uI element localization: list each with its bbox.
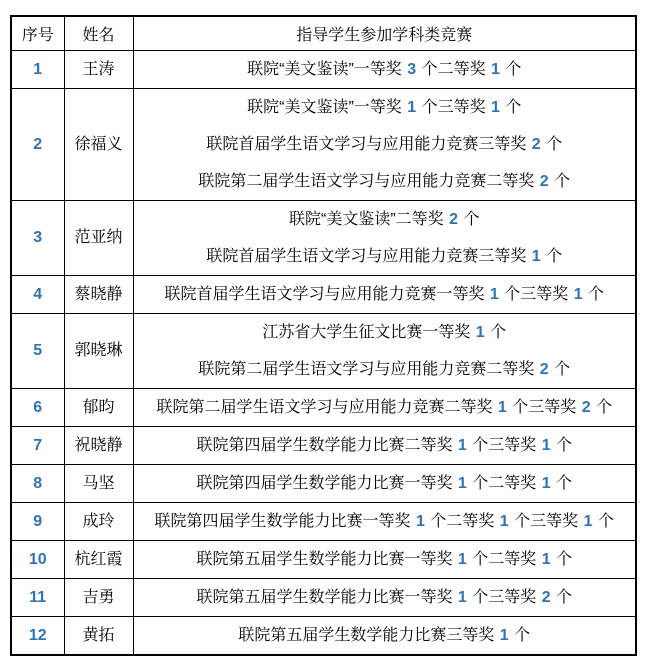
- award-count: 1: [457, 475, 467, 492]
- award-line: 联院第五届学生数学能力比赛一等奖 1 个二等奖 1 个: [196, 551, 573, 568]
- award-count: 1: [541, 475, 551, 492]
- teacher-name-cell: 蔡晓静: [64, 276, 133, 314]
- award-count: 1: [457, 589, 467, 606]
- teacher-name-cell: 吉勇: [64, 579, 133, 617]
- table-body: [11, 51, 636, 656]
- header-row: [11, 16, 636, 51]
- serial-number-cell: [11, 314, 64, 389]
- award-line: 联院“美文鉴读”一等奖 3 个二等奖 1 个: [247, 61, 522, 78]
- award-count: 2: [581, 399, 591, 416]
- table-row: [11, 276, 636, 314]
- award-count: 1: [541, 437, 551, 454]
- award-count: 1: [573, 286, 583, 303]
- serial-number-cell: [11, 427, 64, 465]
- awards-cell: [133, 503, 636, 541]
- award-line: 联院首届学生语文学习与应用能力竞赛三等奖 2 个: [206, 136, 563, 153]
- teacher-name-cell: 黄拓: [64, 617, 133, 656]
- serial-number-cell: [11, 503, 64, 541]
- award-count: 6: [33, 398, 43, 416]
- award-line: 联院第五届学生数学能力比赛一等奖 1 个三等奖 2 个: [196, 589, 573, 606]
- award-count: 1: [499, 513, 509, 530]
- award-count: 1: [489, 286, 499, 303]
- awards-cell: [133, 51, 636, 89]
- award-count: 2: [541, 589, 551, 606]
- award-count: 3: [33, 229, 43, 246]
- award-line: 联院第二届学生语文学习与应用能力竞赛二等奖 2 个: [198, 173, 571, 190]
- award-count: 3: [407, 61, 417, 78]
- teacher-name-cell: 王涛: [64, 51, 133, 89]
- award-count: 7: [33, 436, 43, 454]
- awards-cell: [133, 89, 636, 201]
- teacher-name-cell: 杭红霞: [64, 541, 133, 579]
- award-line: 联院第五届学生数学能力比赛三等奖 1 个: [238, 627, 531, 644]
- award-count: 2: [449, 211, 459, 228]
- award-line: 联院首届学生语文学习与应用能力竞赛三等奖 1 个: [206, 248, 563, 265]
- award-count: 1: [491, 61, 500, 78]
- award-count: 1: [541, 551, 551, 568]
- teacher-name-cell: 郭晓琳: [64, 314, 133, 389]
- serial-number-cell: [11, 465, 64, 503]
- award-count: 10: [28, 550, 47, 568]
- award-count: 1: [33, 60, 43, 78]
- teacher-name-cell: 祝晓静: [64, 427, 133, 465]
- award-count: 2: [539, 361, 549, 378]
- award-count: 1: [499, 627, 509, 644]
- header-awards: 指导学生参加学科类竞赛: [133, 16, 636, 51]
- award-count: 2: [531, 136, 541, 153]
- award-line: 联院第二届学生语文学习与应用能力竞赛二等奖 1 个三等奖 2 个: [156, 399, 613, 416]
- table-row: [11, 389, 636, 427]
- serial-number-cell: [11, 51, 64, 89]
- teacher-name-cell: 马坚: [64, 465, 133, 503]
- awards-cell: [133, 541, 636, 579]
- table-row: [11, 51, 636, 89]
- table-row: [11, 541, 636, 579]
- serial-number-cell: [11, 201, 64, 276]
- award-line: 联院首届学生语文学习与应用能力竞赛一等奖 1 个三等奖 1 个: [164, 286, 605, 303]
- award-count: 5: [33, 342, 43, 359]
- award-line: 联院第四届学生数学能力比赛一等奖 1 个二等奖 1 个: [196, 475, 573, 492]
- serial-number-cell: [11, 389, 64, 427]
- teacher-name-cell: 范亚纳: [64, 201, 133, 276]
- award-line: 联院“美文鉴读”二等奖 2 个: [289, 211, 480, 228]
- award-line: 联院“美文鉴读”一等奖 1 个三等奖 1 个: [247, 99, 522, 116]
- award-line: 联院第四届学生数学能力比赛二等奖 1 个三等奖 1 个: [196, 437, 573, 454]
- award-count: 2: [539, 173, 549, 190]
- table-row: [11, 617, 636, 656]
- award-line: 联院第四届学生数学能力比赛一等奖 1 个二等奖 1 个三等奖 1 个: [154, 513, 614, 530]
- award-count: 1: [497, 399, 507, 416]
- teacher-name-cell: 徐福义: [64, 89, 133, 201]
- awards-table: [10, 15, 637, 656]
- award-count: 11: [29, 588, 47, 606]
- award-count: 1: [415, 513, 425, 530]
- awards-cell: [133, 465, 636, 503]
- serial-number-cell: [11, 617, 64, 656]
- award-count: 1: [583, 513, 593, 530]
- teacher-name-cell: 成玲: [64, 503, 133, 541]
- serial-number-cell: [11, 89, 64, 201]
- table-row: [11, 465, 636, 503]
- awards-cell: [133, 427, 636, 465]
- award-count: 12: [28, 626, 47, 644]
- awards-cell: [133, 276, 636, 314]
- serial-number-cell: [11, 541, 64, 579]
- awards-cell: [133, 314, 636, 389]
- table-row: [11, 89, 636, 201]
- serial-number-cell: [11, 276, 64, 314]
- awards-cell: [133, 579, 636, 617]
- header-serial-number: 序号: [11, 16, 64, 51]
- table-row: [11, 503, 636, 541]
- table-row: [11, 427, 636, 465]
- award-count: 1: [531, 248, 541, 265]
- table-row: [11, 314, 636, 389]
- awards-cell: [133, 389, 636, 427]
- award-count: 1: [457, 437, 467, 454]
- award-line: 江苏省大学生征文比赛一等奖 1 个: [262, 324, 507, 341]
- award-count: 9: [33, 512, 43, 530]
- award-count: 2: [33, 135, 43, 153]
- teacher-name-cell: 郁昀: [64, 389, 133, 427]
- award-count: 1: [407, 99, 417, 116]
- award-count: 8: [33, 474, 43, 492]
- award-count: 4: [33, 285, 43, 303]
- award-line: 联院第二届学生语文学习与应用能力竞赛二等奖 2 个: [198, 361, 571, 378]
- awards-cell: [133, 201, 636, 276]
- serial-number-cell: [11, 579, 64, 617]
- table-row: [11, 579, 636, 617]
- award-count: 1: [491, 99, 500, 116]
- awards-cell: [133, 617, 636, 656]
- award-count: 1: [475, 324, 485, 341]
- table-row: [11, 201, 636, 276]
- header-name: 姓名: [64, 16, 133, 51]
- award-count: 1: [457, 551, 467, 568]
